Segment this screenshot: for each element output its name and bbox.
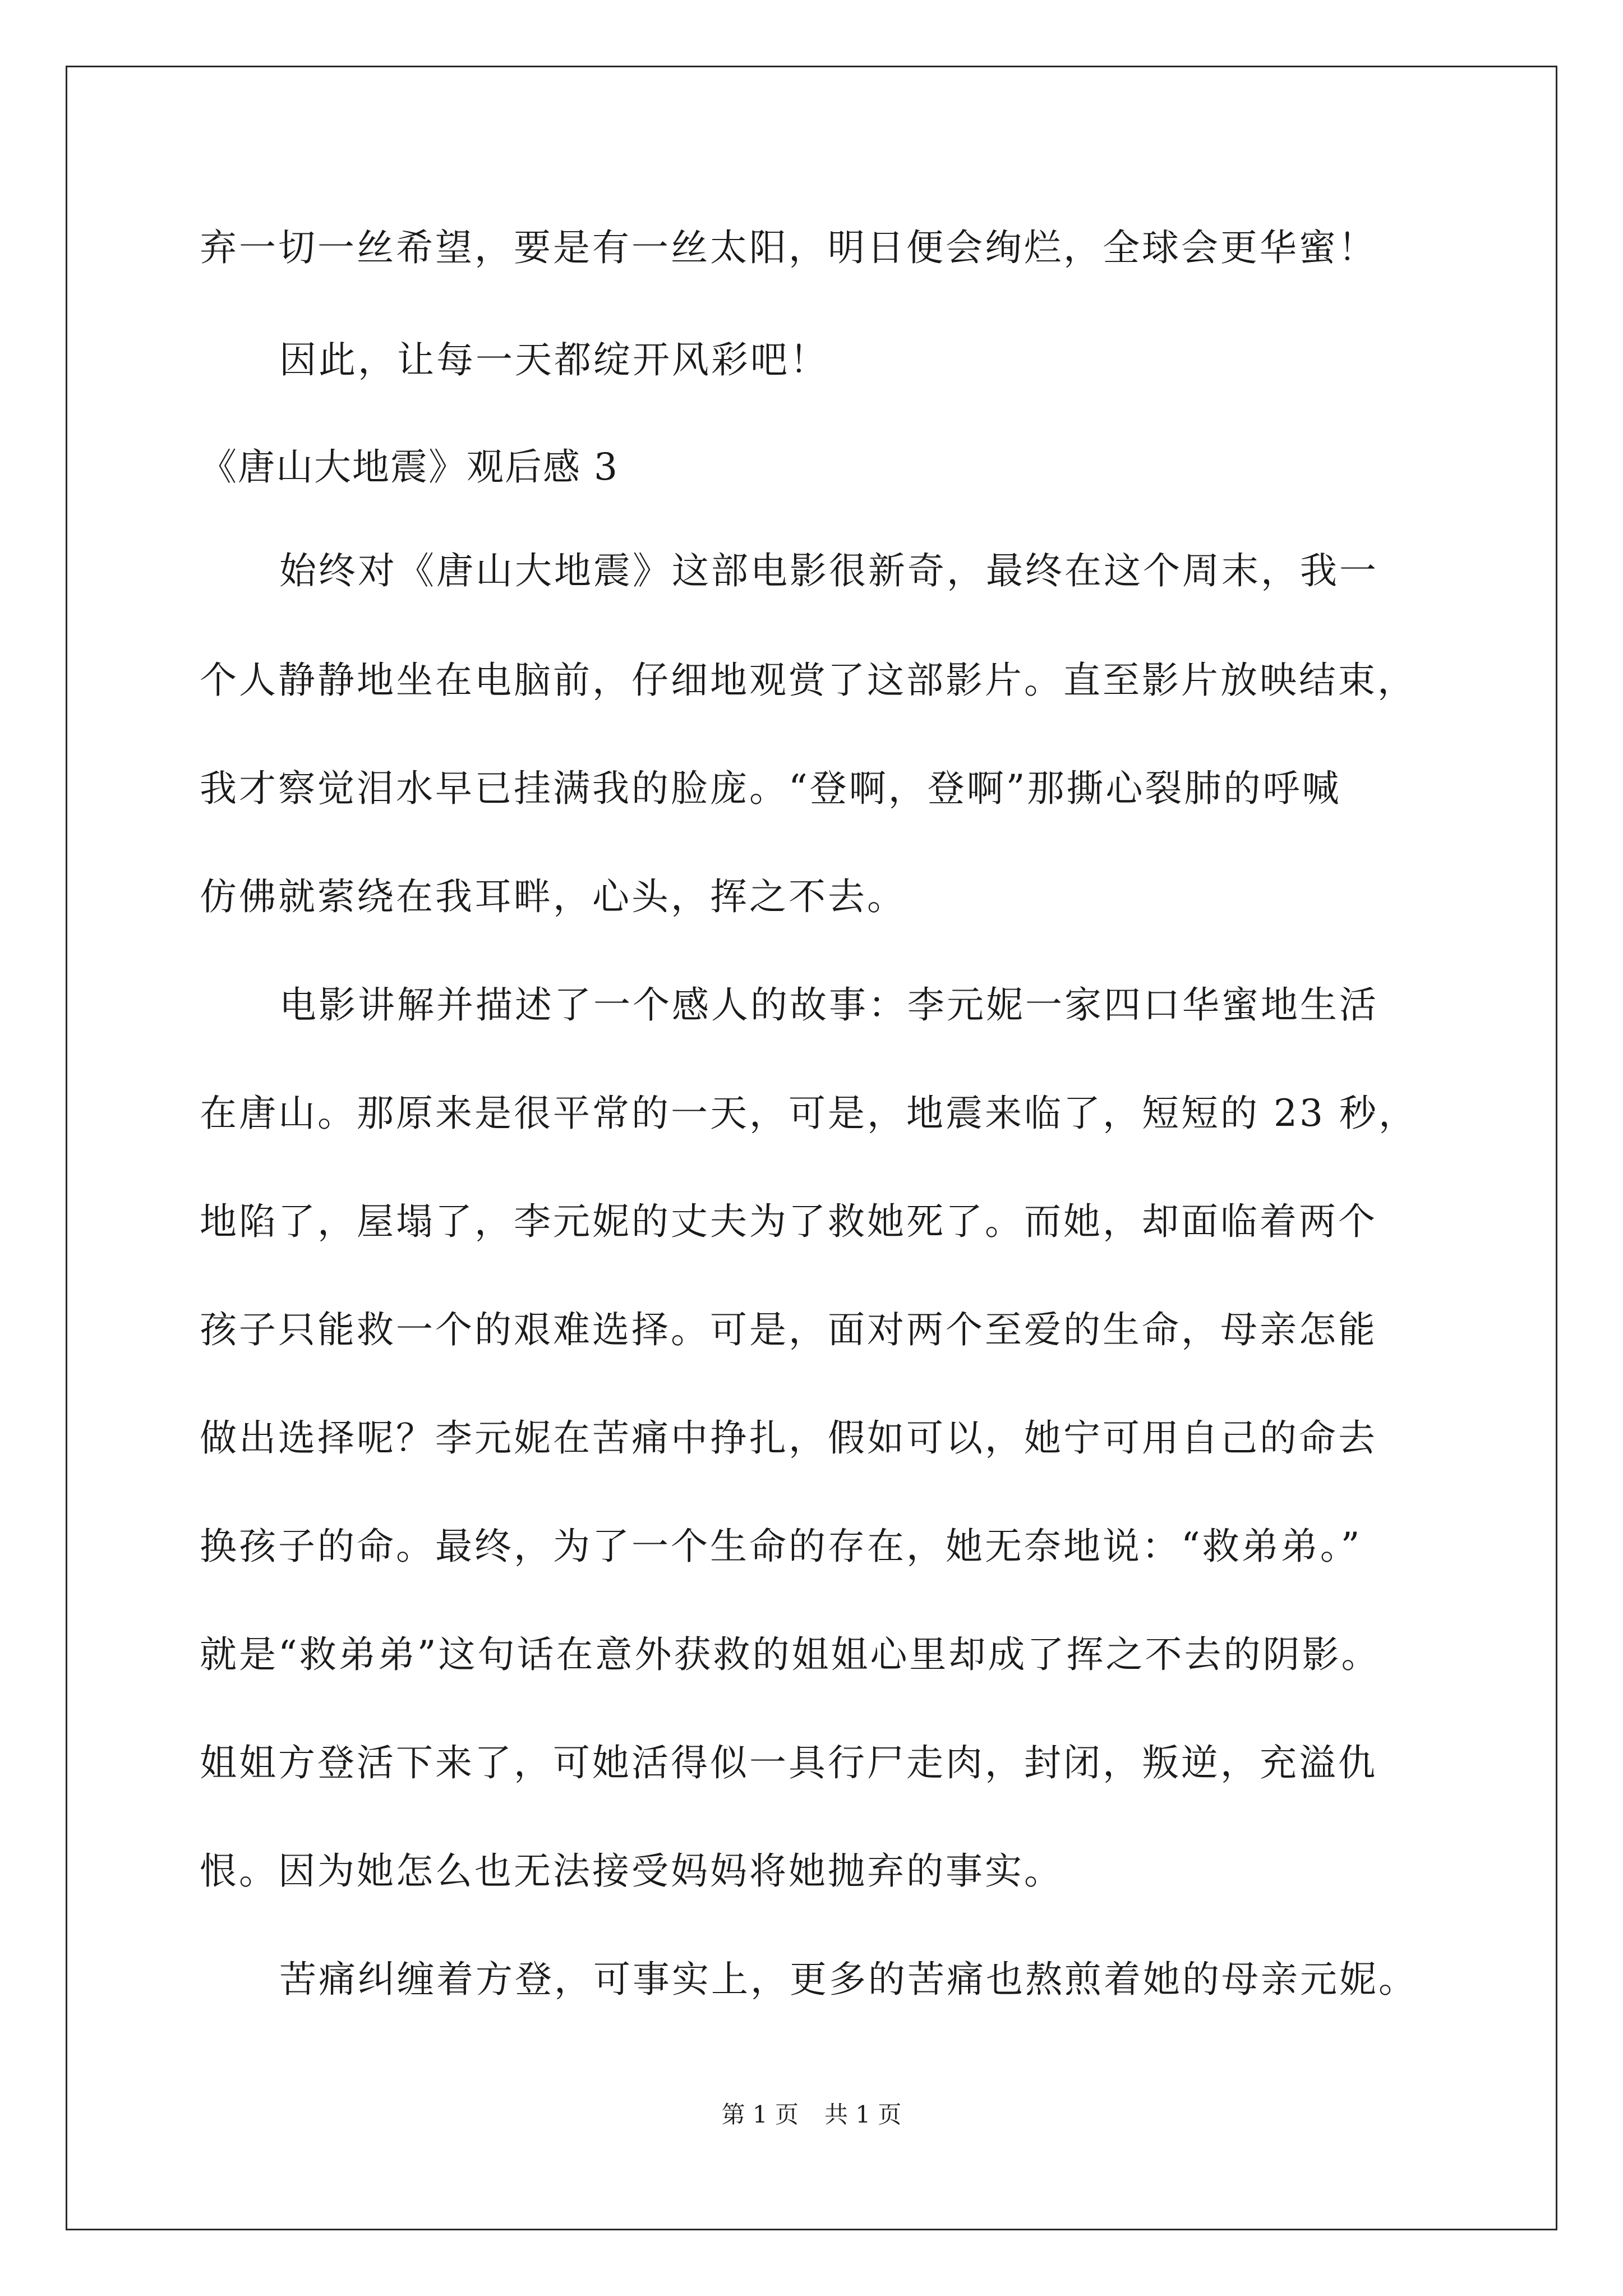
page-footer <box>0 2101 1623 2129</box>
page-border <box>66 66 1557 2230</box>
text-line: 我才察觉泪水早已挂满我的脸庞。“登啊，登啊”那撕心裂肺的呼喊 <box>200 767 1341 810</box>
text-line: 仿佛就萦绕在我耳畔，心头，挥之不去。 <box>200 875 906 918</box>
text-line: 因此，让每一天都绽开风彩吧！ <box>279 338 829 381</box>
text-line: 个人静静地坐在电脑前，仔细地观赏了这部影片。直至影片放映结束， <box>200 659 1417 702</box>
text-line: 恨。因为她怎么也无法接受妈妈将她抛弃的事实。 <box>200 1849 1063 1893</box>
text-line: 电影讲解并描述了一个感人的故事：李元妮一家四口华蜜地生活 <box>279 983 1378 1027</box>
section-heading: 《唐山大地震》观后感 3 <box>200 445 619 489</box>
page-total: 共 1 页 <box>824 2101 902 2128</box>
page-number: 第 1 页 <box>721 2101 799 2128</box>
text-line: 始终对《唐山大地震》这部电影很新奇，最终在这个周末，我一 <box>279 549 1378 592</box>
text-line: 在唐山。那原来是很平常的一天，可是，地震来临了，短短的 23 秒， <box>200 1092 1418 1135</box>
text-line: 姐姐方登活下来了，可她活得似一具行尸走肉，封闭，叛逆，充溢仇 <box>200 1741 1377 1784</box>
text-line: 地陷了，屋塌了，李元妮的丈夫为了救她死了。而她，却面临着两个 <box>200 1200 1377 1243</box>
text-line: 换孩子的命。最终，为了一个生命的存在，她无奈地说：“救弟弟。” <box>200 1525 1362 1568</box>
text-line: 就是“救弟弟”这句话在意外获救的姐姐心里却成了挥之不去的阴影。 <box>200 1633 1381 1676</box>
text-line: 做出选择呢？李元妮在苦痛中挣扎，假如可以，她宁可用自己的命去 <box>200 1416 1377 1460</box>
text-line: 苦痛纠缠着方登，可事实上，更多的苦痛也熬煎着她的母亲元妮。 <box>279 1958 1418 2001</box>
text-line: 孩子只能救一个的艰难选择。可是，面对两个至爱的生命，母亲怎能 <box>200 1308 1377 1351</box>
text-line: 弃一切一丝希望，要是有一丝太阳，明日便会绚烂，全球会更华蜜！ <box>200 226 1377 269</box>
